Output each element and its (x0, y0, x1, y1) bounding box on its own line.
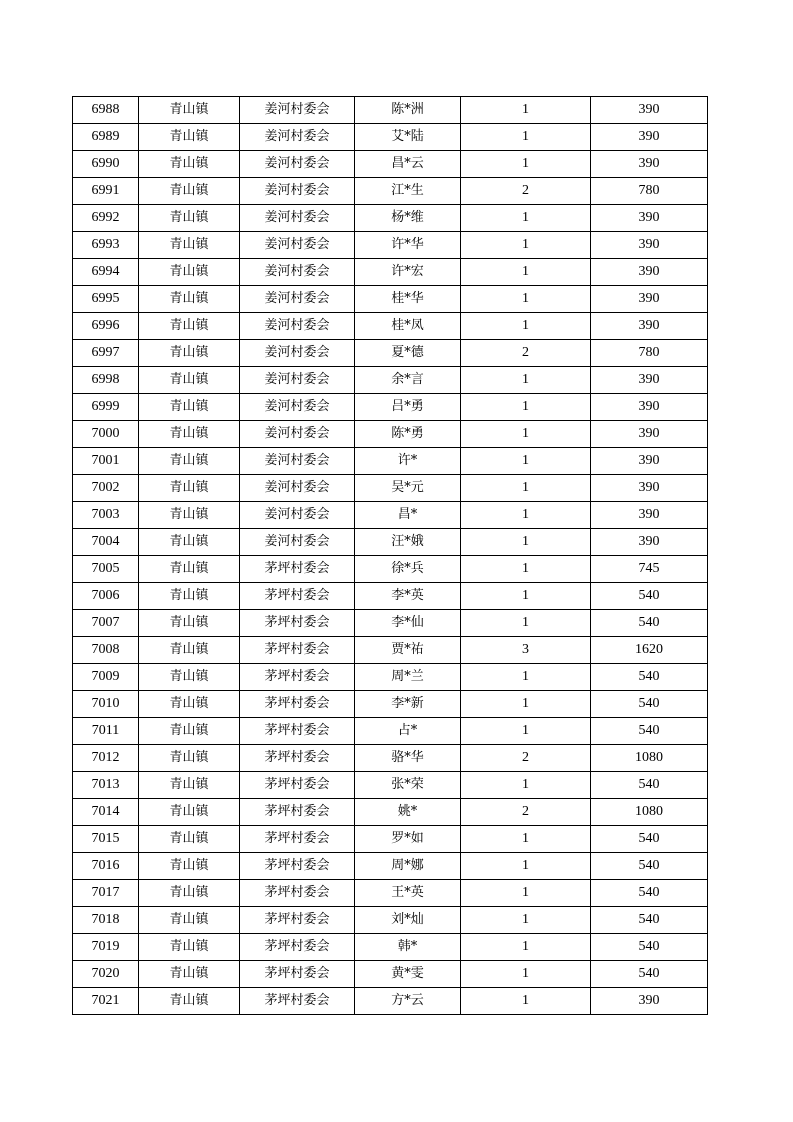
amount-cell: 540 (591, 583, 708, 610)
amount-cell: 540 (591, 934, 708, 961)
row-number-cell: 7017 (73, 880, 139, 907)
row-number-cell: 6993 (73, 232, 139, 259)
amount-cell: 540 (591, 691, 708, 718)
name-cell: 张*荣 (355, 772, 461, 799)
village-committee-cell: 茅坪村委会 (240, 772, 355, 799)
count-cell: 1 (461, 664, 591, 691)
town-cell: 青山镇 (139, 97, 240, 124)
name-cell: 余*言 (355, 367, 461, 394)
table-row (73, 475, 708, 502)
name-cell: 桂*凤 (355, 313, 461, 340)
amount-cell: 390 (591, 502, 708, 529)
row-number-cell: 6992 (73, 205, 139, 232)
village-committee-cell: 姜河村委会 (240, 529, 355, 556)
count-cell: 2 (461, 799, 591, 826)
count-cell: 1 (461, 475, 591, 502)
name-cell: 艾*陆 (355, 124, 461, 151)
village-committee-cell: 茅坪村委会 (240, 556, 355, 583)
count-cell: 1 (461, 691, 591, 718)
town-cell: 青山镇 (139, 988, 240, 1015)
name-cell: 桂*华 (355, 286, 461, 313)
name-cell: 黄*雯 (355, 961, 461, 988)
town-cell: 青山镇 (139, 664, 240, 691)
name-cell: 夏*德 (355, 340, 461, 367)
row-number-cell: 6988 (73, 97, 139, 124)
table-row (73, 529, 708, 556)
count-cell: 1 (461, 772, 591, 799)
table-row (73, 853, 708, 880)
count-cell: 1 (461, 205, 591, 232)
village-committee-cell: 茅坪村委会 (240, 718, 355, 745)
name-cell: 杨*维 (355, 205, 461, 232)
row-number-cell: 7010 (73, 691, 139, 718)
row-number-cell: 7002 (73, 475, 139, 502)
name-cell: 骆*华 (355, 745, 461, 772)
town-cell: 青山镇 (139, 286, 240, 313)
town-cell: 青山镇 (139, 340, 240, 367)
amount-cell: 540 (591, 664, 708, 691)
amount-cell: 540 (591, 772, 708, 799)
amount-cell: 745 (591, 556, 708, 583)
amount-cell: 390 (591, 313, 708, 340)
row-number-cell: 7021 (73, 988, 139, 1015)
village-committee-cell: 茅坪村委会 (240, 907, 355, 934)
town-cell: 青山镇 (139, 880, 240, 907)
town-cell: 青山镇 (139, 772, 240, 799)
count-cell: 1 (461, 448, 591, 475)
table-row (73, 745, 708, 772)
count-cell: 1 (461, 988, 591, 1015)
village-committee-cell: 姜河村委会 (240, 421, 355, 448)
count-cell: 1 (461, 232, 591, 259)
town-cell: 青山镇 (139, 583, 240, 610)
name-cell: 罗*如 (355, 826, 461, 853)
table-row (73, 880, 708, 907)
count-cell: 1 (461, 421, 591, 448)
town-cell: 青山镇 (139, 556, 240, 583)
row-number-cell: 7004 (73, 529, 139, 556)
row-number-cell: 7019 (73, 934, 139, 961)
town-cell: 青山镇 (139, 475, 240, 502)
count-cell: 1 (461, 286, 591, 313)
row-number-cell: 7000 (73, 421, 139, 448)
amount-cell: 1080 (591, 745, 708, 772)
village-committee-cell: 姜河村委会 (240, 340, 355, 367)
village-committee-cell: 姜河村委会 (240, 178, 355, 205)
table-row (73, 610, 708, 637)
village-committee-cell: 茅坪村委会 (240, 583, 355, 610)
count-cell: 1 (461, 124, 591, 151)
village-committee-cell: 姜河村委会 (240, 502, 355, 529)
table-row (73, 259, 708, 286)
village-committee-cell: 茅坪村委会 (240, 664, 355, 691)
table-row (73, 556, 708, 583)
name-cell: 周*兰 (355, 664, 461, 691)
count-cell: 1 (461, 97, 591, 124)
town-cell: 青山镇 (139, 610, 240, 637)
amount-cell: 780 (591, 178, 708, 205)
amount-cell: 390 (591, 259, 708, 286)
count-cell: 1 (461, 880, 591, 907)
count-cell: 2 (461, 340, 591, 367)
table-row (73, 934, 708, 961)
count-cell: 1 (461, 367, 591, 394)
town-cell: 青山镇 (139, 718, 240, 745)
amount-cell: 1620 (591, 637, 708, 664)
town-cell: 青山镇 (139, 259, 240, 286)
town-cell: 青山镇 (139, 367, 240, 394)
row-number-cell: 7012 (73, 745, 139, 772)
name-cell: 姚* (355, 799, 461, 826)
town-cell: 青山镇 (139, 907, 240, 934)
amount-cell: 540 (591, 610, 708, 637)
row-number-cell: 7016 (73, 853, 139, 880)
table-row (73, 151, 708, 178)
village-committee-cell: 姜河村委会 (240, 475, 355, 502)
town-cell: 青山镇 (139, 529, 240, 556)
village-committee-cell: 茅坪村委会 (240, 961, 355, 988)
village-committee-cell: 姜河村委会 (240, 232, 355, 259)
town-cell: 青山镇 (139, 205, 240, 232)
town-cell: 青山镇 (139, 853, 240, 880)
name-cell: 韩* (355, 934, 461, 961)
amount-cell: 390 (591, 124, 708, 151)
row-number-cell: 7007 (73, 610, 139, 637)
town-cell: 青山镇 (139, 178, 240, 205)
amount-cell: 390 (591, 232, 708, 259)
table-row (73, 394, 708, 421)
amount-cell: 390 (591, 988, 708, 1015)
table-row (73, 124, 708, 151)
table-row (73, 286, 708, 313)
row-number-cell: 7018 (73, 907, 139, 934)
table-row (73, 502, 708, 529)
count-cell: 1 (461, 529, 591, 556)
village-committee-cell: 姜河村委会 (240, 151, 355, 178)
count-cell: 1 (461, 556, 591, 583)
town-cell: 青山镇 (139, 232, 240, 259)
village-committee-cell: 姜河村委会 (240, 394, 355, 421)
town-cell: 青山镇 (139, 934, 240, 961)
row-number-cell: 6999 (73, 394, 139, 421)
table-row (73, 340, 708, 367)
town-cell: 青山镇 (139, 394, 240, 421)
name-cell: 昌* (355, 502, 461, 529)
table-row (73, 583, 708, 610)
village-committee-cell: 茅坪村委会 (240, 637, 355, 664)
village-committee-cell: 茅坪村委会 (240, 988, 355, 1015)
count-cell: 1 (461, 313, 591, 340)
village-committee-cell: 茅坪村委会 (240, 853, 355, 880)
amount-cell: 540 (591, 961, 708, 988)
name-cell: 陈*勇 (355, 421, 461, 448)
amount-cell: 540 (591, 718, 708, 745)
village-committee-cell: 茅坪村委会 (240, 799, 355, 826)
row-number-cell: 6990 (73, 151, 139, 178)
count-cell: 2 (461, 745, 591, 772)
count-cell: 1 (461, 394, 591, 421)
amount-cell: 540 (591, 880, 708, 907)
village-committee-cell: 姜河村委会 (240, 313, 355, 340)
amount-cell: 540 (591, 853, 708, 880)
table-row (73, 421, 708, 448)
table-row (73, 178, 708, 205)
table-row (73, 664, 708, 691)
name-cell: 周*娜 (355, 853, 461, 880)
amount-cell: 390 (591, 151, 708, 178)
town-cell: 青山镇 (139, 745, 240, 772)
village-committee-cell: 姜河村委会 (240, 286, 355, 313)
amount-cell: 540 (591, 907, 708, 934)
row-number-cell: 6997 (73, 340, 139, 367)
count-cell: 1 (461, 718, 591, 745)
town-cell: 青山镇 (139, 637, 240, 664)
amount-cell: 1080 (591, 799, 708, 826)
name-cell: 李*英 (355, 583, 461, 610)
amount-cell: 540 (591, 826, 708, 853)
row-number-cell: 7011 (73, 718, 139, 745)
name-cell: 王*英 (355, 880, 461, 907)
name-cell: 方*云 (355, 988, 461, 1015)
table-row (73, 232, 708, 259)
table-body (73, 97, 708, 1015)
amount-cell: 780 (591, 340, 708, 367)
village-committee-cell: 茅坪村委会 (240, 691, 355, 718)
table-row (73, 826, 708, 853)
name-cell: 许*宏 (355, 259, 461, 286)
table-row (73, 718, 708, 745)
name-cell: 汪*娥 (355, 529, 461, 556)
count-cell: 1 (461, 610, 591, 637)
name-cell: 占* (355, 718, 461, 745)
name-cell: 昌*云 (355, 151, 461, 178)
village-committee-cell: 茅坪村委会 (240, 610, 355, 637)
name-cell: 江*生 (355, 178, 461, 205)
row-number-cell: 7009 (73, 664, 139, 691)
town-cell: 青山镇 (139, 691, 240, 718)
amount-cell: 390 (591, 97, 708, 124)
table-row (73, 961, 708, 988)
count-cell: 1 (461, 961, 591, 988)
row-number-cell: 6994 (73, 259, 139, 286)
table-row (73, 313, 708, 340)
row-number-cell: 6996 (73, 313, 139, 340)
amount-cell: 390 (591, 367, 708, 394)
row-number-cell: 7008 (73, 637, 139, 664)
table-row (73, 367, 708, 394)
count-cell: 1 (461, 853, 591, 880)
village-committee-cell: 姜河村委会 (240, 124, 355, 151)
village-committee-cell: 茅坪村委会 (240, 934, 355, 961)
village-committee-cell: 姜河村委会 (240, 97, 355, 124)
name-cell: 李*仙 (355, 610, 461, 637)
table-row (73, 97, 708, 124)
name-cell: 贾*祐 (355, 637, 461, 664)
amount-cell: 390 (591, 286, 708, 313)
town-cell: 青山镇 (139, 799, 240, 826)
table-row (73, 448, 708, 475)
name-cell: 许* (355, 448, 461, 475)
count-cell: 1 (461, 502, 591, 529)
count-cell: 1 (461, 934, 591, 961)
town-cell: 青山镇 (139, 151, 240, 178)
village-committee-cell: 姜河村委会 (240, 259, 355, 286)
town-cell: 青山镇 (139, 421, 240, 448)
village-committee-cell: 茅坪村委会 (240, 745, 355, 772)
count-cell: 1 (461, 151, 591, 178)
count-cell: 3 (461, 637, 591, 664)
amount-cell: 390 (591, 448, 708, 475)
name-cell: 吴*元 (355, 475, 461, 502)
village-committee-cell: 姜河村委会 (240, 448, 355, 475)
row-number-cell: 6989 (73, 124, 139, 151)
row-number-cell: 7014 (73, 799, 139, 826)
name-cell: 陈*洲 (355, 97, 461, 124)
amount-cell: 390 (591, 394, 708, 421)
row-number-cell: 7006 (73, 583, 139, 610)
town-cell: 青山镇 (139, 502, 240, 529)
row-number-cell: 7013 (73, 772, 139, 799)
table-row (73, 772, 708, 799)
name-cell: 刘*灿 (355, 907, 461, 934)
village-committee-cell: 茅坪村委会 (240, 826, 355, 853)
table-row (73, 907, 708, 934)
table-row (73, 205, 708, 232)
amount-cell: 390 (591, 529, 708, 556)
allowance-table (72, 96, 708, 1015)
row-number-cell: 6998 (73, 367, 139, 394)
table-row (73, 988, 708, 1015)
town-cell: 青山镇 (139, 313, 240, 340)
row-number-cell: 6995 (73, 286, 139, 313)
count-cell: 1 (461, 826, 591, 853)
amount-cell: 390 (591, 475, 708, 502)
count-cell: 2 (461, 178, 591, 205)
table-row (73, 799, 708, 826)
village-committee-cell: 姜河村委会 (240, 205, 355, 232)
row-number-cell: 7015 (73, 826, 139, 853)
town-cell: 青山镇 (139, 961, 240, 988)
town-cell: 青山镇 (139, 826, 240, 853)
amount-cell: 390 (591, 421, 708, 448)
name-cell: 李*新 (355, 691, 461, 718)
row-number-cell: 7005 (73, 556, 139, 583)
row-number-cell: 6991 (73, 178, 139, 205)
name-cell: 吕*勇 (355, 394, 461, 421)
row-number-cell: 7003 (73, 502, 139, 529)
count-cell: 1 (461, 259, 591, 286)
row-number-cell: 7001 (73, 448, 139, 475)
village-committee-cell: 姜河村委会 (240, 367, 355, 394)
row-number-cell: 7020 (73, 961, 139, 988)
count-cell: 1 (461, 907, 591, 934)
name-cell: 许*华 (355, 232, 461, 259)
village-committee-cell: 茅坪村委会 (240, 880, 355, 907)
table-row (73, 691, 708, 718)
amount-cell: 390 (591, 205, 708, 232)
town-cell: 青山镇 (139, 448, 240, 475)
table-row (73, 637, 708, 664)
count-cell: 1 (461, 583, 591, 610)
name-cell: 徐*兵 (355, 556, 461, 583)
town-cell: 青山镇 (139, 124, 240, 151)
